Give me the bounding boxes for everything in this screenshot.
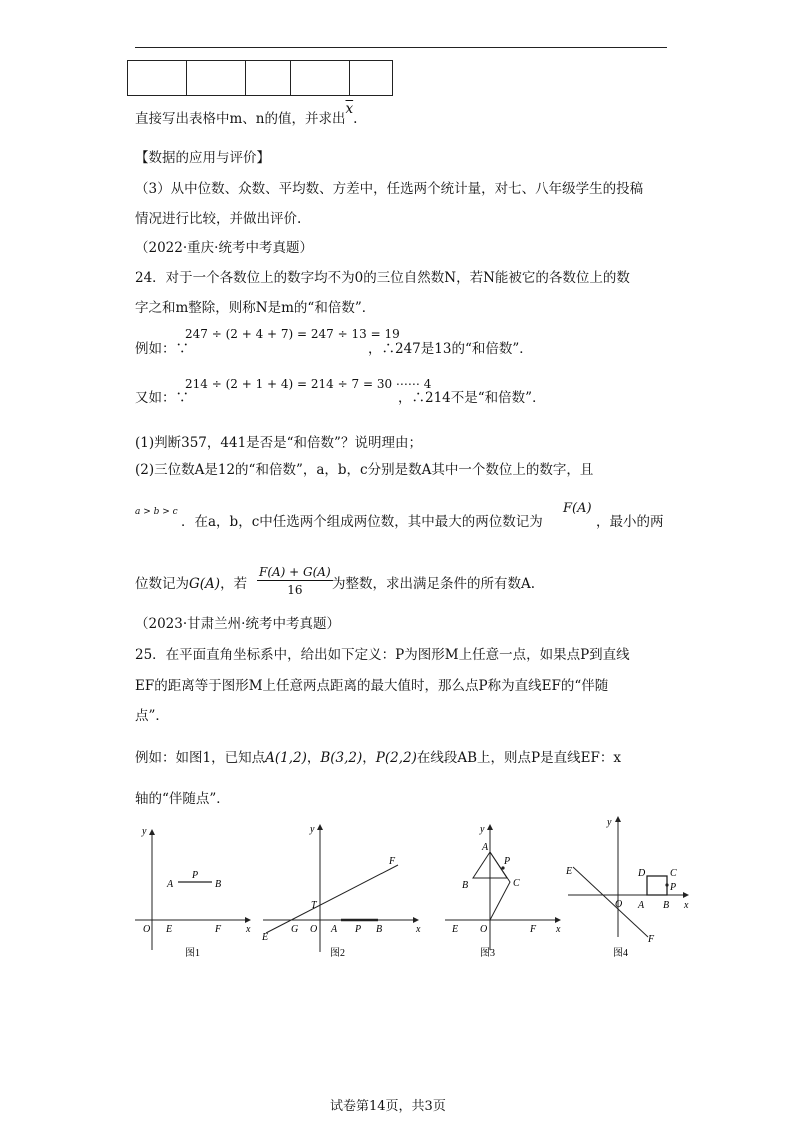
q25-line1: 25．在平面直角坐标系中，给出如下定义：P为图形M上任意一点，如果点P到直线 [135,647,630,663]
fig4-label-F: F [648,934,655,945]
figure-1 [130,820,260,960]
q24-part1: (1)判断357，441是否是“和倍数”？说明理由； [135,435,422,451]
GA-symbol: G(A) [189,576,221,592]
FA-symbol: F(A) [563,501,592,516]
point-B: B(3,2) [320,750,363,766]
table-cell [128,61,187,95]
fraction [257,566,333,596]
figure-3 [440,820,565,960]
table-cell [187,61,246,95]
fig4-label-B: B [663,900,670,911]
fig1-label-y: y [142,826,147,837]
q25-ex-mid: 在线段AB上，则点P是直线EF：x [416,750,621,766]
q3-line1: （3）从中位数、众数、平均数、方差中，任选两个统计量，对七、八年级学生的投稿 [135,181,644,197]
fig1-label-B: B [215,879,222,890]
fig3-label-C: C [513,878,520,889]
table-cell [246,61,291,95]
fig1-caption: 图1 [185,948,200,959]
fig3-label-E: E [452,924,459,935]
fig3-label-B: B [462,880,469,891]
data-table [127,60,393,96]
period: . [353,111,358,127]
section-title: 【数据的应用与评价】 [135,150,270,166]
source-2023: （2023·甘肃兰州·统考中考真题） [135,616,340,632]
fig1-label-F: F [215,924,222,935]
fig4-label-P: P [670,882,677,893]
fig2-label-B: B [376,924,383,935]
line-fill-text: 直接写出表格中m、n的值，并求出 [135,111,346,127]
fraction-denominator: 16 [287,583,303,597]
fig1-label-O: O [143,924,151,935]
ex1-suffix: ，∴247是13的“和倍数”． [368,341,533,357]
fig2-label-T: T [311,900,317,911]
fig1-label-E: E [166,924,173,935]
fig4-label-x: x [684,900,689,911]
fig4-label-E: E [566,866,573,877]
q25-line3: 点”． [135,708,169,724]
ex2-formula: 214 ÷ (2 + 1 + 4) = 214 ÷ 7 = 30 ⋯⋯ 4 [185,377,432,391]
fig1-label-x: x [246,924,251,935]
fig1-label-A: A [167,879,174,890]
fig2-label-G: G [291,924,299,935]
fig3-label-O: O [480,924,488,935]
q3-line2: 情况进行比较，并做出评价. [135,211,302,227]
figure-4 [563,812,693,960]
line3-suffix: 为整数，求出满足条件的所有数A. [332,576,536,592]
fig3-caption: 图3 [480,948,495,959]
table-cell [291,61,350,95]
fig4-label-D: D [638,868,646,879]
source-2022: （2022·重庆·统考中考真题） [135,240,313,256]
if-text: ，若 [220,576,248,592]
q25-example [135,752,621,766]
fraction-numerator: F(A) + G(A) [259,565,331,579]
fig3-label-P: P [504,856,511,867]
fig1-label-P: P [192,870,199,881]
table-cell [350,61,392,95]
top-rule [135,47,667,48]
fig4-label-C: C [670,868,677,879]
fig2-label-A: A [331,924,338,935]
q25-ex-prefix: 例如：如图1，已知点 [135,750,266,766]
line3-prefix: 位数记为 [135,576,189,592]
ex1-formula: 247 ÷ (2 + 4 + 7) = 247 ÷ 13 = 19 [185,327,400,341]
fig2-label-x: x [416,924,421,935]
fig2-label-y: y [310,824,315,835]
fig3-label-A: A [482,842,489,853]
q24-line3 [135,578,247,592]
q24-line2: 字之和m整除，则称N是m的“和倍数”． [135,300,376,316]
q25-ex-end: 轴的“伴随点”． [135,791,230,807]
fig4-caption: 图4 [613,948,628,959]
q24-part2: (2)三位数A是12的“和倍数”，a，b，c分别是数A其中一个数位上的数字，且 [135,462,594,478]
ex2-suffix: ，∴214不是“和倍数”． [398,390,546,406]
ex2-prefix: 又如：∵ [135,390,189,406]
fig4-label-y: y [607,817,612,828]
comma: ， [306,750,321,766]
xbar-symbol: $\overline{x}$ [345,101,354,117]
fig4-label-A: A [638,900,645,911]
point-P: P(2,2) [375,750,417,766]
figure-2 [258,820,428,960]
fig3-label-x: x [556,924,561,935]
fig3-label-F: F [530,924,537,935]
point-A: A(1,2) [265,750,307,766]
ex1-prefix: 例如：∵ [135,341,189,357]
fig4-label-O: O [615,899,623,910]
q25-line2: EF的距离等于图形M上任意两点距离的最大值时，那么点P称为直线EF的“伴随 [135,678,609,694]
fig2-caption: 图2 [330,948,345,959]
comma: ， [362,750,376,766]
q24-part2-smallest: ，最小的两 [596,514,664,530]
q24-line1: 24．对于一个各数位上的数字均不为0的三位自然数N，若N能被它的各数位上的数 [135,270,630,286]
fig2-label-F: F [389,856,396,867]
line-fill-mn [135,101,358,127]
abc-inequality: a > b > c [135,507,178,517]
fig2-label-P: P [355,924,362,935]
q24-part2-cont: ．在a，b，c中任选两个组成两位数，其中最大的两位数记为 [181,514,543,530]
page-footer: 试卷第14页，共3页 [330,1099,446,1114]
fig3-label-y: y [480,824,485,835]
fig2-label-O: O [310,924,318,935]
fig2-label-E: E [262,932,269,943]
